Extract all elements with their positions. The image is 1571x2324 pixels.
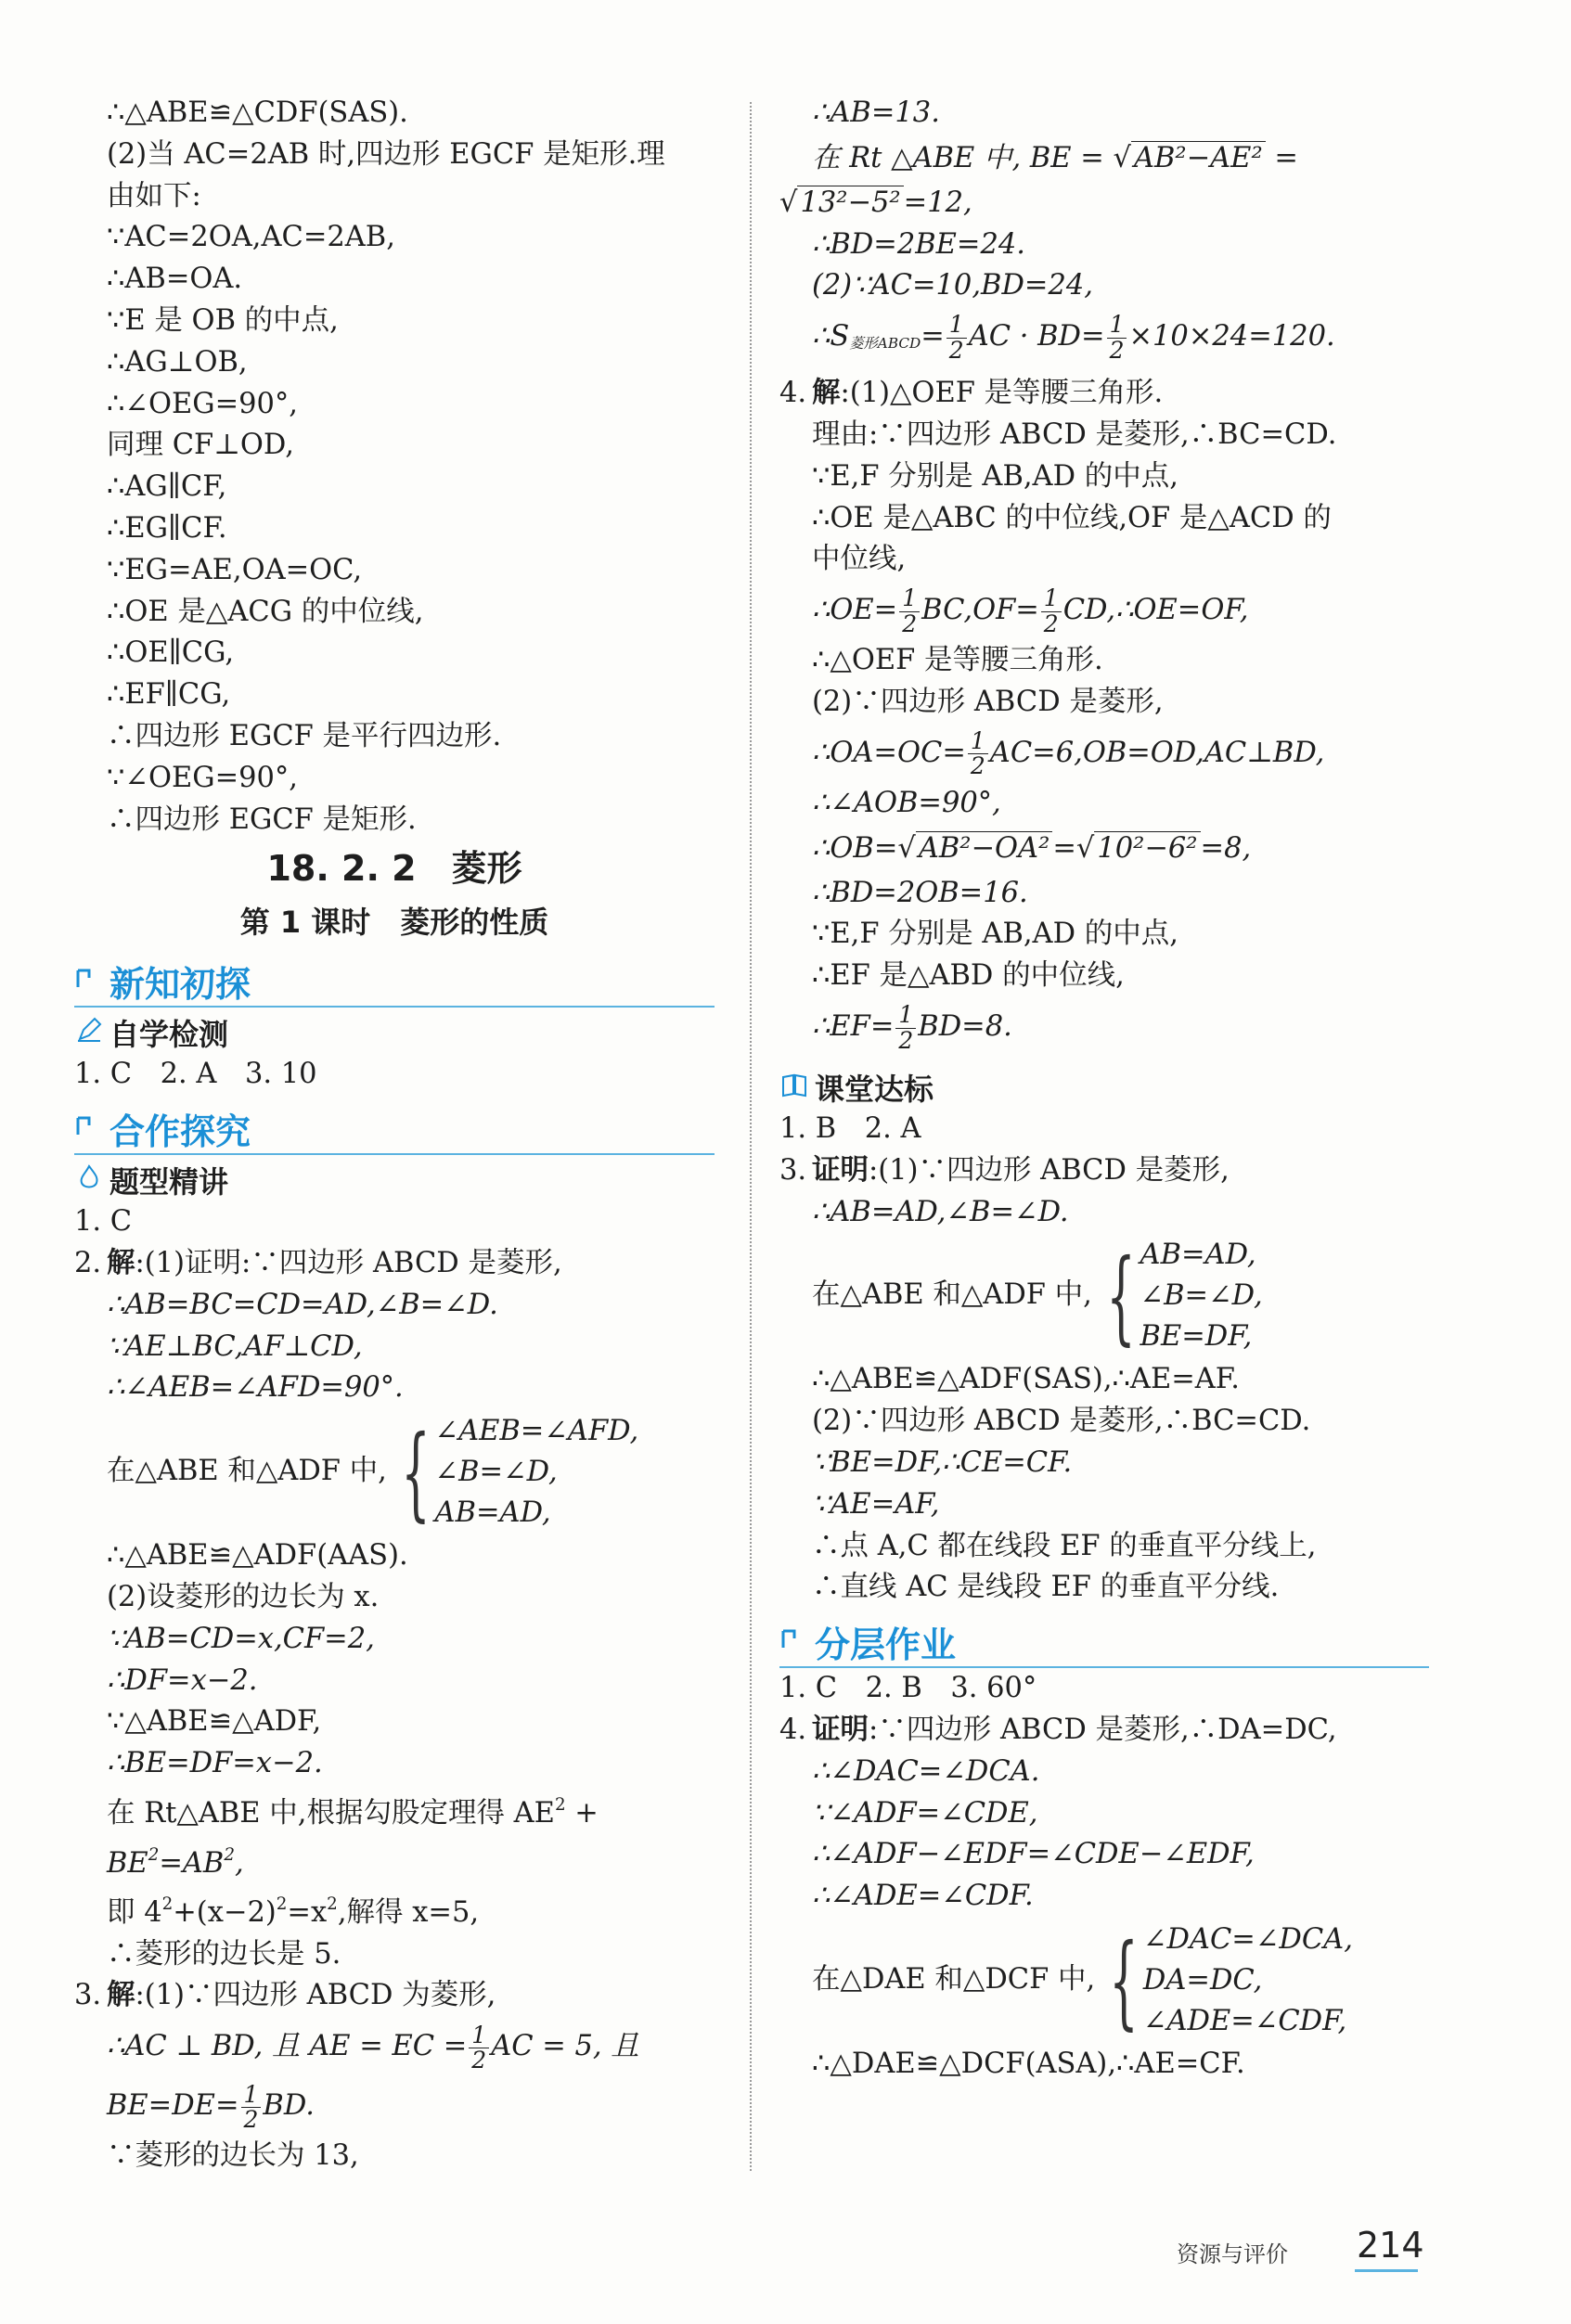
text-line: 同理 CF⊥OD, [107, 429, 294, 462]
text-line: (2)∵四边形 ABCD 是菱形, [812, 686, 1164, 719]
square-root: √AB²−AE² [1114, 135, 1266, 183]
superscript: 2 [161, 1894, 174, 1915]
text-line: ∴∠OEG=90°, [107, 387, 298, 420]
superscript: 2 [224, 1844, 235, 1865]
case-row: ∠DAC=∠DCA, [1142, 1922, 1353, 1956]
text-line: ∴直线 AC 是线段 EF 的垂直平分线. [812, 1571, 1280, 1604]
text-span: = [1052, 831, 1076, 865]
footer-brand: 资源与评价 [1177, 2241, 1288, 2267]
solution-label: 解 [107, 1979, 135, 2012]
text-span: BE=DE= [107, 2089, 239, 2123]
text-span: =12, [903, 186, 972, 219]
text-line: ∵菱形的边长为 13, [107, 2139, 359, 2173]
problem-line [779, 1150, 1429, 1192]
text-line: ∴BD=2OB=16. [812, 876, 1028, 909]
case-system [396, 1411, 639, 1534]
fraction [1107, 313, 1127, 363]
text-span: ∴OB= [812, 831, 898, 865]
text-line [779, 307, 1429, 373]
problem-number: 4. [779, 1713, 807, 1746]
section-header-label: 分层作业 [815, 1624, 957, 1666]
proof-label: 证明 [812, 1713, 869, 1746]
subsection-header-zixue [74, 1008, 715, 1054]
text-line [779, 825, 1429, 873]
radicand: 10²−6² [1094, 831, 1200, 865]
fraction [968, 729, 988, 779]
text-line [74, 1835, 715, 1885]
text-line: ∵AE=AF, [812, 1487, 940, 1521]
text-line: 中位线, [812, 543, 907, 576]
case-line [74, 1411, 715, 1534]
fraction-numerator: 1 [968, 729, 988, 754]
text-line: (2)∵四边形 ABCD 是菱形,∴BC=CD. [812, 1405, 1311, 1438]
text-span: ,解得 x=5, [337, 1895, 480, 1929]
answer-line: 1. B 2. A [779, 1112, 921, 1145]
text-line: ∴BD=2BE=24. [812, 227, 1025, 261]
case-row: AB=AD, [1140, 1239, 1256, 1272]
answer-line: 1. C 2. A 3. 10 [74, 1058, 317, 1091]
pencil-icon [76, 1017, 102, 1043]
text-line: ∴△ABE≌△CDF(SAS). [107, 96, 408, 129]
text-line: ∴∠AOB=90°, [812, 786, 1001, 819]
case-row: AB=AD, [434, 1496, 551, 1530]
text-span: :∵四边形 ABCD 是菱形,∴DA=DC, [869, 1713, 1337, 1746]
fraction-denominator: 2 [948, 336, 964, 364]
text-span: 即 4 [107, 1895, 162, 1929]
text-span: =x [287, 1895, 328, 1929]
flame-icon [76, 1164, 102, 1190]
case-row: DA=DC, [1142, 1963, 1263, 1997]
case-line [779, 1920, 1429, 2042]
text-line: ∵△ABE≌△ADF, [107, 1705, 322, 1739]
text-span: BD. [263, 2089, 315, 2123]
page-number-underline [1355, 2269, 1418, 2272]
text-line: ∴△ABE≌△ADF(SAS),∴AE=AF. [812, 1363, 1240, 1396]
text-line [779, 183, 1429, 225]
fraction-numerator: 1 [469, 2023, 489, 2048]
case-row: ∠B=∠D, [1140, 1279, 1263, 1313]
case-system [1104, 1920, 1353, 2042]
text-line [74, 1785, 715, 1835]
problem-number: 3. [74, 1979, 102, 2012]
text-line: ∴∠DAC=∠DCA. [812, 1754, 1040, 1788]
fraction-numerator: 1 [895, 1003, 916, 1028]
fraction-numerator: 1 [899, 586, 920, 611]
brace: { [400, 1413, 431, 1533]
text-line: ∴EG∥CF. [107, 511, 227, 545]
text-line: ∵AC=2OA,AC=2AB, [107, 221, 395, 254]
text-line: (2)设菱形的边长为 x. [107, 1580, 380, 1613]
fraction [1041, 586, 1062, 636]
text-span: , [234, 1846, 244, 1880]
superscript: 2 [148, 1844, 160, 1865]
book-icon [781, 1072, 807, 1098]
fraction-numerator: 1 [946, 313, 967, 338]
text-line: ∵E,F 分别是 AB,AD 的中点, [812, 918, 1178, 951]
text-line [779, 135, 1429, 183]
case-row: ∠AEB=∠AFD, [434, 1415, 639, 1448]
text-line: ∴∠AEB=∠AFD=90°. [107, 1371, 404, 1405]
fraction-numerator: 1 [241, 2083, 262, 2108]
text-line: ∴点 A,C 都在线段 EF 的垂直平分线上, [812, 1529, 1317, 1562]
text-line: ∵E,F 分别是 AB,AD 的中点, [812, 459, 1178, 493]
text-span: +(x−2) [173, 1895, 277, 1929]
text-line [74, 2076, 715, 2136]
text-line [779, 724, 1429, 783]
fraction-denominator: 2 [243, 2105, 259, 2133]
subscript: 菱形ABCD [849, 335, 921, 353]
text-line: ∴EF 是△ABD 的中位线, [812, 959, 1125, 993]
section-header-fenceng [779, 1612, 1429, 1668]
text-span: AC = 5, 且 [491, 2030, 639, 2063]
text-line: (2)∵AC=10,BD=24, [812, 269, 1093, 302]
text-line: ∵AB=CD=x,CF=2, [107, 1622, 375, 1655]
text-span: :(1)∵四边形 ABCD 是菱形, [869, 1153, 1230, 1187]
text-line [779, 997, 1429, 1057]
text-line: ∴DF=x−2. [107, 1663, 258, 1697]
pointer-icon [779, 1627, 800, 1651]
text-span: AC · BD= [968, 320, 1105, 353]
fraction [895, 1003, 916, 1053]
section-header-hezuo [74, 1099, 715, 1155]
text-line: ∴AG⊥OB, [107, 345, 248, 379]
text-line: ∴OE∥CG, [107, 636, 235, 670]
text-span: 在△DAE 和△DCF 中, [812, 1962, 1096, 1996]
text-line: ∵E 是 OB 的中点, [107, 303, 339, 337]
section-title: 18. 2. 2 菱形 [266, 848, 522, 890]
text-span: :(1)证明:∵四边形 ABCD 是菱形, [135, 1246, 562, 1279]
text-span: BE [107, 1846, 148, 1880]
problem-line [779, 373, 1429, 415]
text-line: ∴BE=DF=x−2. [107, 1747, 323, 1780]
text-line: ∴AB=13. [812, 96, 940, 129]
fraction-denominator: 2 [1109, 336, 1125, 364]
text-line: ∴AB=OA. [107, 263, 243, 296]
text-span: ∴S [812, 320, 850, 353]
case-row: ∠ADE=∠CDF, [1142, 2004, 1347, 2037]
text-span: 在 Rt△ABE 中,根据勾股定理得 AE [107, 1796, 555, 1830]
text-line: ∴△OEF 是等腰三角形. [812, 644, 1103, 677]
text-span: :(1)△OEF 是等腰三角形. [840, 377, 1164, 410]
text-span: ∴EF= [812, 1010, 895, 1043]
fraction-numerator: 1 [1107, 313, 1127, 338]
text-line [74, 2017, 715, 2076]
answer-line: 1. C 2. B 3. 60° [779, 1672, 1037, 1705]
text-span: :(1)∵四边形 ABCD 为菱形, [135, 1979, 496, 2012]
subsection-header-label: 自学检测 [109, 1017, 229, 1053]
solution-label: 解 [812, 377, 841, 410]
text-line: (2)当 AC=2AB 时,四边形 EGCF 是矩形.理 [107, 137, 665, 171]
square-root: √AB²−OA² [897, 825, 1052, 873]
subsection-header-tixing [74, 1155, 715, 1201]
pointer-icon [74, 967, 95, 991]
problem-line [779, 1710, 1429, 1752]
text-span: CD,∴OE=OF, [1062, 594, 1249, 627]
superscript: 2 [554, 1794, 566, 1815]
square-root: √13²−5² [779, 183, 904, 225]
section-header-xinzhi [74, 952, 715, 1008]
text-line: ∴EF∥CG, [107, 678, 231, 712]
solution-label: 解 [107, 1246, 135, 1279]
text-span: BD=8. [918, 1010, 1012, 1043]
fraction-denominator: 2 [970, 752, 985, 780]
case-line [779, 1235, 1429, 1357]
left-column [74, 93, 715, 2177]
superscript: 2 [276, 1894, 288, 1915]
text-line: ∴△DAE≌△DCF(ASA),∴AE=CF. [812, 2047, 1245, 2080]
fraction [899, 586, 920, 636]
radicand: AB²−AE² [1131, 141, 1266, 174]
section-header-label: 合作探究 [109, 1111, 251, 1153]
text-span: ∴OA=OC= [812, 736, 966, 769]
text-span: ∴AC ⊥ BD, 且 AE = EC = [107, 2030, 468, 2063]
fraction [469, 2023, 489, 2074]
text-span: ∴OE= [812, 594, 898, 627]
text-span: AC=6,OB=OD,AC⊥BD, [989, 736, 1325, 769]
proof-label: 证明 [812, 1153, 869, 1187]
text-span: =8, [1200, 831, 1252, 865]
text-line: ∴AB=AD,∠B=∠D. [812, 1195, 1069, 1228]
subsection-header-label: 题型精讲 [109, 1164, 229, 1201]
radicand: AB²−OA² [916, 831, 1052, 865]
brace: { [1109, 1920, 1139, 2040]
problem-number: 2. [74, 1246, 102, 1279]
fraction [946, 313, 967, 363]
text-line: ∵∠OEG=90°, [107, 761, 298, 794]
text-span: = [1274, 141, 1298, 174]
text-line: ∴∠ADE=∠CDF. [812, 1880, 1034, 1913]
text-span: = [921, 320, 945, 353]
text-line: 由如下: [107, 179, 201, 212]
subsection-header-ketang [779, 1062, 1429, 1109]
fraction-denominator: 2 [898, 1026, 914, 1054]
fraction [241, 2080, 262, 2133]
text-span: ×10×24=120. [1128, 320, 1335, 353]
fraction-numerator: 1 [1041, 586, 1062, 611]
fraction-denominator: 2 [1043, 610, 1059, 637]
text-span: 在△ABE 和△ADF 中, [107, 1455, 387, 1488]
right-column [779, 93, 1429, 2086]
text-line: ∴OE 是△ABC 的中位线,OF 是△ACD 的 [812, 501, 1332, 534]
column-divider [750, 102, 752, 2171]
lesson-title: 第 1 课时 菱形的性质 [239, 905, 549, 941]
radicand: 13²−5² [797, 186, 903, 219]
text-span: 在△ABE 和△ADF 中, [812, 1278, 1092, 1312]
problem-number: 3. [779, 1153, 807, 1187]
text-line: ∴△ABE≌△ADF(AAS). [107, 1539, 408, 1573]
superscript: 2 [327, 1894, 338, 1915]
text-line: ∴OE 是△ACG 的中位线, [107, 595, 424, 628]
problem-line [74, 1975, 715, 2017]
text-line: ∵∠ADF=∠CDE, [812, 1796, 1038, 1830]
text-line: ∴AB=BC=CD=AD,∠B=∠D. [107, 1288, 498, 1321]
text-line: ∴∠ADF−∠EDF=∠CDE−∠EDF, [812, 1838, 1255, 1871]
text-line: 理由:∵四边形 ABCD 是菱形,∴BC=CD. [812, 418, 1337, 452]
square-root: √10²−6² [1076, 825, 1201, 873]
subsection-header-label: 课堂达标 [815, 1072, 934, 1107]
text-line: ∴菱形的边长是 5. [107, 1937, 341, 1971]
text-line: ∴四边形 EGCF 是矩形. [107, 802, 417, 836]
page-number: 214 [1357, 2225, 1424, 2266]
text-line: ∵AE⊥BC,AF⊥CD, [107, 1329, 363, 1363]
brace: { [1105, 1237, 1136, 1356]
text-line: ∴四边形 EGCF 是平行四边形. [107, 719, 502, 752]
case-row: BE=DF, [1140, 1320, 1253, 1354]
case-row: ∠B=∠D, [434, 1456, 558, 1489]
text-span: 在 Rt △ABE 中, BE = [812, 141, 1104, 174]
text-line: ∵BE=DF,∴CE=CF. [812, 1445, 1073, 1479]
answer-line: 1. C [74, 1205, 133, 1239]
case-system [1101, 1235, 1263, 1357]
problem-line [74, 1243, 715, 1285]
text-span: =AB [159, 1846, 225, 1880]
text-line: ∵EG=AE,OA=OC, [107, 553, 363, 586]
problem-number: 4. [779, 377, 807, 410]
text-line [74, 1884, 715, 1934]
fraction-denominator: 2 [902, 610, 918, 637]
text-span: + [565, 1796, 599, 1830]
text-line [779, 581, 1429, 640]
pointer-icon [74, 1114, 95, 1138]
section-header-label: 新知初探 [109, 964, 251, 1006]
text-span: BC,OF= [921, 594, 1039, 627]
fraction-denominator: 2 [471, 2046, 487, 2074]
text-line: ∴AG∥CF, [107, 470, 227, 504]
